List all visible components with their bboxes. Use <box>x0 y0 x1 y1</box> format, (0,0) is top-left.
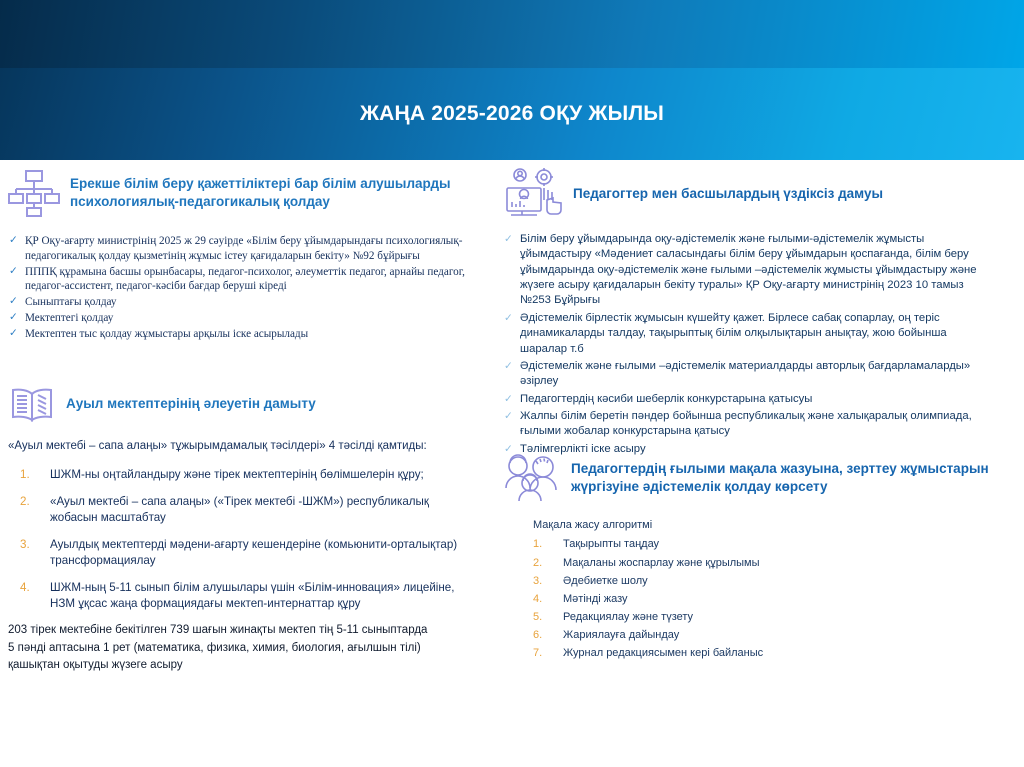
section-header <box>8 384 478 424</box>
list-item: ✓ Жалпы білім беретін пәндер бойынша республикалық және халықаралық олимпиада, ғылыми жобалар конкурстарына қатысу <box>504 409 972 438</box>
list-item: ✓ Мектептегі қолдау <box>9 311 114 324</box>
list-item: Редакциялау және түзету <box>563 611 694 624</box>
list-item: ✓ Педагогтердің кәсиби шеберлік конкурстарына қатысуы <box>504 392 813 405</box>
list-item: ✓ Мектептен тыс қолдау жұмыстары арқылы іске асырылады <box>9 327 309 340</box>
check-icon: ✓ <box>504 409 513 422</box>
open-book-icon <box>8 384 56 424</box>
banner-top-stripe <box>0 0 1024 68</box>
list-item: ШЖМ-ның 5-11 сынып білім алушылары үшін «Білім-инновация» лицейіне, НЗМ ұқсас жаңа формациядағы мектеп-интернаттар құру <box>50 580 455 610</box>
section-title: Педагогтер мен басшылардың үздіксіз дамуы <box>573 185 884 201</box>
section-title: Педагогтердің ғылыми мақала жазуына, зерттеу жұмыстарын жүргізуіне әдістемелік қолдау көрсету <box>571 460 989 494</box>
list-item: ✓ Сыныптағы қолдау <box>9 296 117 309</box>
list-item: Ауылдық мектептерді мәдени-ағарту кешендеріне (комьюнити-орталықтар) трансформациялау <box>50 537 458 568</box>
list-item: ✓ Тәлімгерлікті іске асыру <box>504 442 646 455</box>
check-icon: ✓ <box>504 392 513 405</box>
list-item: ✓ ҚР Оқу-ағарту министрінің 2025 ж 29 сәуірде «Білім беру ұйымдарындағы психологиялық-педагогикалық қолдау қызметінің жұмыс істеу қағидаларын бекіту» №92 бұйрығы <box>9 235 463 262</box>
list-item: Мәтінді жазу <box>563 592 628 605</box>
algorithm-label: Мақала жасу алгоритмі <box>533 519 653 531</box>
check-icon: ✓ <box>9 311 18 323</box>
rural-intro-text: «Ауыл мектебі – сапа алаңы» тұжырымдамалық тәсілдері» 4 тәсілді қамтиды: <box>8 440 427 452</box>
check-icon: ✓ <box>504 442 513 455</box>
section-title: Ауыл мектептерінің әлеуетін дамыту <box>66 395 316 411</box>
check-icon: ✓ <box>9 265 18 277</box>
check-icon: ✓ <box>9 296 18 308</box>
list-item: ✓ Білім беру ұйымдарында оқу-әдістемелік және ғылыми-әдістемелік жұмысты ұйымдастыру «Мәдениет саласындағы білім беру ұйымдарын қоспағанда, білім беру ұйымдарында оқу-әдістемелік және ғылыми –әдістемелік жұмысты ұйымдастыру және жүзеге асыру қағидаларын бекіту туралы» ҚР Оқу-ағарту министрінің 2023 10 тамыз №253 Бұйрығы <box>504 233 977 307</box>
development-list <box>503 232 995 457</box>
right-column <box>495 162 1024 767</box>
org-chart-icon <box>8 168 60 218</box>
check-icon: ✓ <box>9 235 18 246</box>
list-item: ШЖМ-ны оңтайландыру және тірек мектептерінің бөлімшелерін құру; <box>50 468 424 482</box>
section-title: Ерекше білім беру қажеттіліктері бар білім алушыларды психологиялық-педагогикалық қолдау <box>70 175 451 209</box>
list-item: Журнал редакциясымен кері байланыс <box>563 647 764 660</box>
monitor-gear-person-icon <box>503 166 563 222</box>
article-algorithm-list <box>519 537 1013 661</box>
check-icon: ✓ <box>504 359 513 372</box>
section-continuous-development <box>503 166 1003 459</box>
list-item: ✓ Әдістемелік және ғылыми –әдістемелік материалдарды авторлық бағдарламаларды» әзірлеу <box>504 359 971 388</box>
left-column <box>0 162 495 767</box>
section-article-support <box>503 454 1013 665</box>
rural-footnote: 203 тірек мектебіне бекітілген 739 шағын жинақты мектеп тің 5-11 сыныптарда 5 пәнді аптасына 1 рет (математика, физика, химия, биология, ағылшын тілі) қашықтан оқытуды жүзеге асыру <box>8 624 428 671</box>
list-item: Әдебиетке шолу <box>563 574 648 587</box>
list-item: Тақырыпты таңдау <box>563 538 660 551</box>
section-rural-schools <box>8 384 478 674</box>
check-icon: ✓ <box>9 327 18 339</box>
list-item: Мақаланы жоспарлау және құрылымы <box>563 556 760 569</box>
check-icon: ✓ <box>504 311 513 324</box>
list-item: «Ауыл мектебі – сапа алаңы» («Тірек мектебі -ШЖМ») республикалық жобасын масштабтау <box>50 494 429 525</box>
page-title: ЖАҢА 2025-2026 ОҚУ ЖЫЛЫ <box>359 102 665 125</box>
check-icon: ✓ <box>504 233 513 245</box>
list-item: ✓ ПППҚ құрамына басшы орынбасары, педагог-психолог, әлеуметтік педагог, арнайы педагог, педагог-ассистент, педагог-кәсіби бағдар беруші кіреді <box>9 265 465 293</box>
list-item: Жариялауға дайындау <box>563 629 680 642</box>
section-psych-support <box>8 168 488 342</box>
rural-approach-list <box>8 467 458 612</box>
header-banner <box>0 0 1024 160</box>
psych-support-list <box>8 234 488 341</box>
list-item: ✓ Әдістемелік бірлестік жұмысын күшейту қажет. Бірлесе сабақ сопарлау, оң теріс динамикаларды талдау, тақырыптық білім олқылықтарын анықтау, жою бойынша шаралар т.б <box>504 311 947 355</box>
people-group-icon <box>503 454 561 502</box>
section-header <box>8 168 488 218</box>
section-header <box>503 166 1003 222</box>
section-header <box>503 454 1013 502</box>
